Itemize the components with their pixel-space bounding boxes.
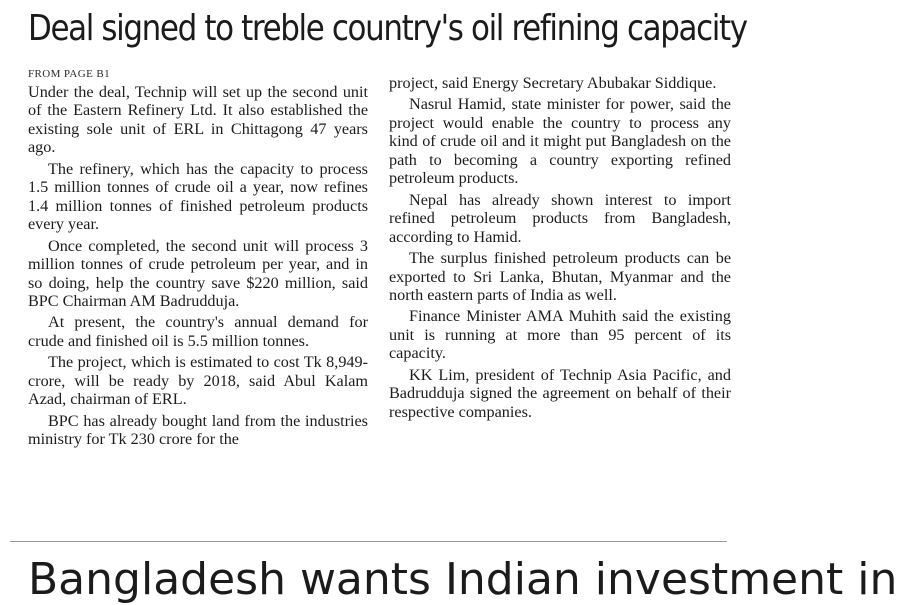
article-left-column <box>28 68 368 452</box>
article-right-column <box>389 74 731 424</box>
continued-from-label: FROM PAGE B1 <box>28 68 111 80</box>
article-paragraph: Nepal has already shown interest to import refined petroleum products from Bangladesh, according to Hamid. <box>389 190 731 246</box>
article-headline: Deal signed to treble country's oil refining capacity <box>28 8 747 49</box>
article-paragraph: Finance Minister AMA Muhith said the existing unit is running at more than 95 percent of its capacity. <box>389 307 731 363</box>
article-paragraph: Under the deal, Technip will set up the second unit of the Eastern Refinery Ltd. It also established the existing sole unit of ERL in Chittagong 47 years ago. <box>28 83 368 157</box>
article-paragraph: The surplus finished petroleum products can be exported to Sri Lanka, Bhutan, Myanmar and the north eastern parts of India as well. <box>389 249 731 304</box>
article-paragraph: The project, which is estimated to cost Tk 8,949-crore, will be ready by 2018, said Abul Kalam Azad, chairman of ERL. <box>28 353 368 409</box>
next-article-headline <box>28 554 897 605</box>
section-divider <box>10 541 727 542</box>
article-paragraph: At present, the country's annual demand for crude and finished oil is 5.5 million tonnes. <box>28 313 368 350</box>
article-paragraph: KK Lim, president of Technip Asia Pacific, and Badrudduja signed the agreement on behalf of their respective companies. <box>389 365 731 421</box>
article-paragraph: Nasrul Hamid, state minister for power, said the project would enable the country to process any kind of crude oil and it might put Bangladesh on the path to becoming a country exporting refined petroleum products. <box>389 95 731 188</box>
article-paragraph: BPC has already bought land from the industries ministry for Tk 230 crore for the <box>28 411 368 449</box>
article-paragraph: The refinery, which has the capacity to process 1.5 million tonnes of crude oil a year, now refines 1.4 million tonnes of finished petroleum products every year. <box>28 159 368 234</box>
next-article-headline-text: Bangladesh wants Indian investment in <box>28 554 897 605</box>
article-paragraph: Once completed, the second unit will process 3 million tonnes of crude petroleum per year, and in so doing, help the country save $220 million, said BPC Chairman AM Badrudduja. <box>28 236 368 310</box>
article-paragraph: project, said Energy Secretary Abubakar Siddique. <box>389 74 717 92</box>
